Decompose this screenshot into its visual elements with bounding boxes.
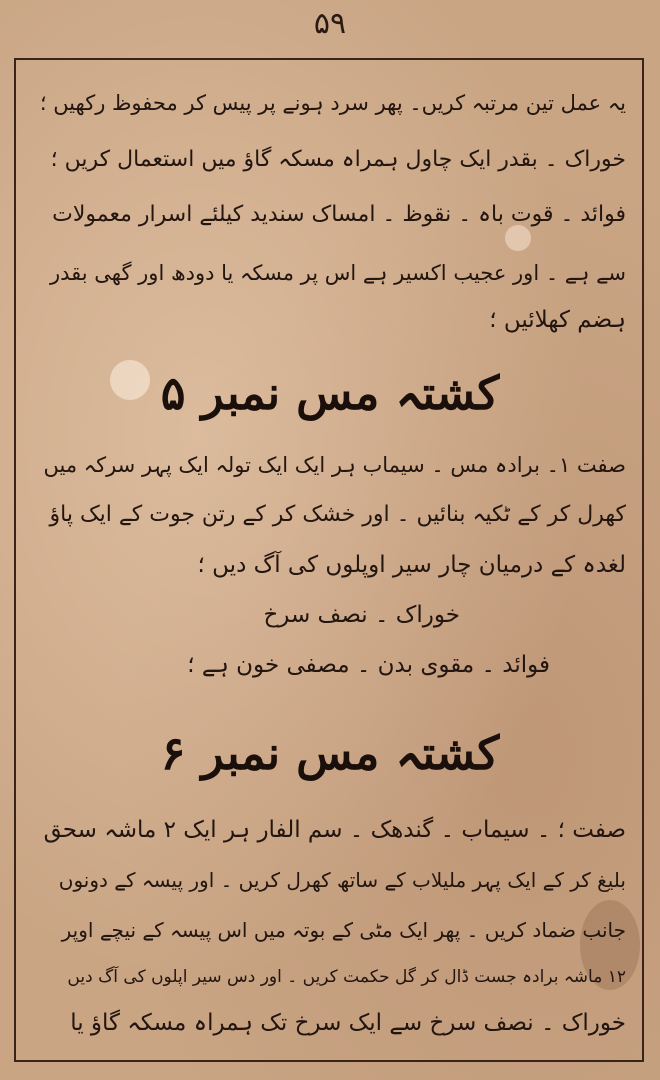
section-heading: کشتہ مس نمبر ۵ — [160, 366, 500, 420]
section-heading: کشتہ مس نمبر ۶ — [160, 726, 500, 780]
text-line: صفت ۱۔ برادہ مس ۔ سیماب ہر ایک ایک تولہ ایک پہر سرکہ میں — [43, 453, 626, 477]
text-line: کھرل کر کے ٹکیہ بنائیں ۔ اور خشک کر کے رتن جوت کے ایک پاؤ — [49, 502, 626, 527]
text-line: خوراک ۔ نصف سرخ — [263, 602, 460, 628]
text-line: سے ہے ۔ اور عجیب اکسیر ہے اس پر مسکہ یا دودھ اور گھی بقدر — [50, 261, 626, 285]
text-line: صفت ؛ ۔ سیماب ۔ گندھک ۔ سم الفار ہر ایک ۲ ماشہ سحق — [43, 817, 626, 843]
text-line: جانب ضماد کریں ۔ پھر ایک مٹی کے بوتہ میں اس پیسہ کے نیچے اوپر — [61, 918, 626, 942]
text-line: بلیغ کر کے ایک پہر ملیلاب کے ساتھ کھرل کریں ۔ اور پیسہ کے دونوں — [58, 868, 626, 892]
text-line: خوراک ۔ نصف سرخ سے ایک سرخ تک ہمراہ مسکہ گاؤ یا — [70, 1010, 626, 1036]
page-number: ۵۹ — [313, 6, 347, 41]
text-line: ہضم کھلائیں ؛ — [489, 307, 626, 333]
text-line: ۱۲ ماشہ برادہ جست ڈال کر گل حکمت کریں ۔ اور دس سیر اپلوں کی آگ دیں — [67, 967, 626, 987]
text-line: فوائد ۔ قوت باہ ۔ نقوظ ۔ امساک سندید کیلئے اسرار معمولات — [52, 202, 626, 227]
text-line: فوائد ۔ مقوی بدن ۔ مصفی خون ہے ؛ — [187, 652, 550, 678]
text-line: خوراک ۔ بقدر ایک چاول ہمراہ مسکہ گاؤ میں استعمال کریں ؛ — [50, 147, 626, 172]
text-line: لغدہ کے درمیان چار سیر اوپلوں کی آگ دیں ؛ — [197, 552, 626, 578]
text-line: یہ عمل تین مرتبہ کریں۔ پھر سرد ہونے پر پیس کر محفوظ رکھیں ؛ — [39, 91, 626, 115]
